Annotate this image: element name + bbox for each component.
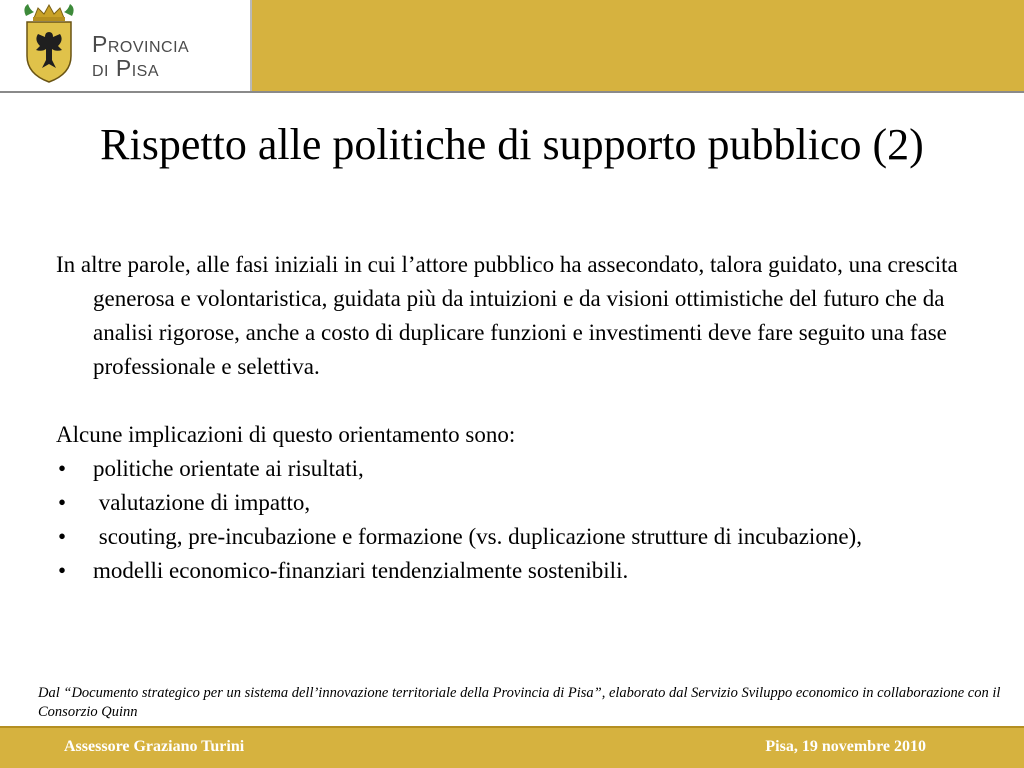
list-item-text: politiche orientate ai risultati,	[93, 456, 364, 481]
logo-area	[0, 0, 252, 93]
footer-divider	[0, 726, 1024, 728]
list-item-text: valutazione di impatto,	[93, 490, 311, 515]
header-band	[252, 0, 1024, 93]
implications-list	[56, 452, 996, 588]
slide-title: Rispetto alle politiche di supporto pubblico (2)	[100, 120, 924, 169]
bullet-icon: •	[58, 490, 67, 515]
header-divider	[0, 91, 1024, 93]
list-item	[56, 520, 996, 554]
organization-name-line2: di Pisa	[92, 55, 160, 81]
bullet-icon: •	[58, 524, 67, 549]
organization-name-line1: Provincia	[92, 31, 190, 57]
slide-footer	[0, 726, 1024, 768]
list-heading: Alcune implicazioni di questo orientamento sono:	[56, 422, 516, 447]
paragraph-spacer	[56, 384, 996, 418]
intro-paragraph: In altre parole, alle fasi iniziali in cui l’attore pubblico ha assecondato, talora guidato, una crescita generosa e volontaristica, guidata più da intuizioni e da visioni ottimistiche del futuro che da analisi rigorose, anche a costo di duplicare funzioni e investimenti deve fare seguito una fase professionale e selettiva.	[56, 252, 958, 379]
bullet-icon: •	[58, 558, 67, 583]
source-note: Dal “Documento strategico per un sistema dell’innovazione territoriale della Provincia di Pisa”, elaborato dal Servizio Sviluppo economico in collaborazione con il Consorzio Quinn	[38, 685, 1001, 720]
bullet-icon: •	[58, 456, 67, 481]
provincia-di-pisa-crest-icon	[18, 2, 80, 84]
organization-name	[92, 32, 189, 80]
slide-body	[56, 248, 996, 588]
footer-presenter: Assessore Graziano Turini	[64, 738, 245, 755]
list-item	[56, 554, 996, 588]
slide-header	[0, 0, 1024, 93]
list-item-text: scouting, pre-incubazione e formazione (vs. duplicazione strutture di incubazione),	[93, 524, 862, 549]
list-item	[56, 486, 996, 520]
list-item-text: modelli economico-finanziari tendenzialmente sostenibili.	[93, 558, 629, 583]
list-item	[56, 452, 996, 486]
footer-date: Pisa, 19 novembre 2010	[765, 738, 926, 755]
